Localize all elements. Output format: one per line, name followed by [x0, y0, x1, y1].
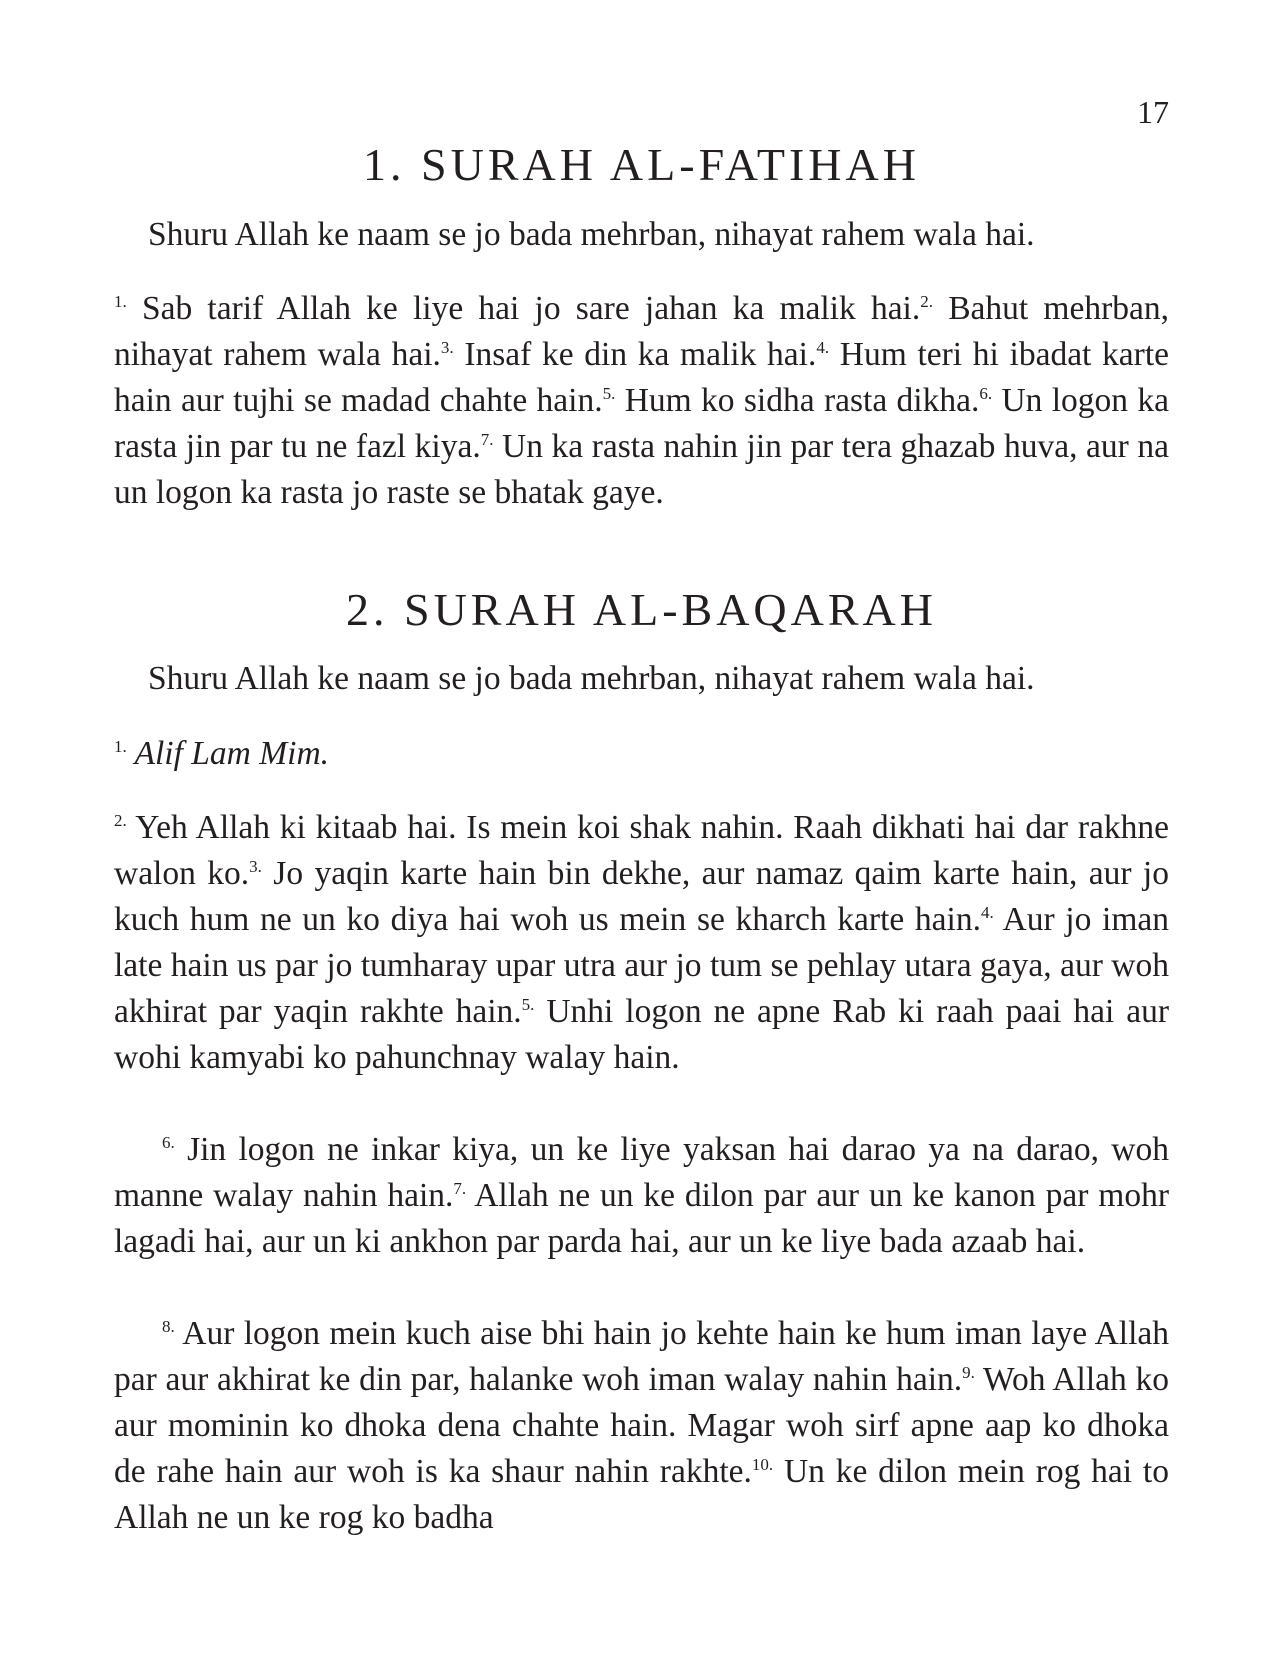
verse-paragraph [114, 1311, 1169, 1541]
surah-title-fatihah: 1. SURAH AL-FATIHAH [363, 139, 920, 190]
verse-text: Hum teri hi ibadat karte hain aur tujhi se madad chahte hain. [114, 335, 1169, 419]
verse-text: Yeh Allah ki kitaab hai. Is mein koi shak nahin. Raah dikhati hai dar rakhne walon ko. [114, 808, 1169, 892]
verse-number: 2. [920, 291, 933, 311]
verse-number: 5. [602, 383, 616, 403]
verse-number: 9. [962, 1362, 975, 1382]
verse-paragraph [114, 731, 1169, 777]
verse-text: Allah ne un ke dilon par aur un ke kanon par mohr lagadi hai, aur un ki ankhon par parda hai, aur un ke liye bada azaab hai. [114, 1176, 1169, 1260]
verse-number: 1. [114, 291, 127, 311]
verse-paragraph [114, 286, 1169, 516]
verse-text: Unhi logon ne apne Rab ki raah paai hai aur wohi kamyabi ko pahunchnay walay hain. [114, 992, 1169, 1076]
bismillah: Shuru Allah ke naam se jo bada mehrban, nihayat rahem wala hai. [148, 216, 1035, 253]
verse-number: 3. [249, 856, 262, 876]
verse-number: 6. [979, 383, 993, 403]
verse-text: Hum ko sidha rasta dikha. [615, 381, 980, 419]
verse-number: 8. [162, 1316, 175, 1336]
verse-text: Aur logon mein kuch aise bhi hain jo kehte hain ke hum iman laye Allah par aur akhirat ke din par, halanke woh iman walay nahin hain. [114, 1314, 1169, 1398]
verse-number: 5. [521, 994, 535, 1014]
page-number: 17 [1137, 94, 1169, 130]
verse-text: Jin logon ne inkar kiya, un ke liye yaksan hai darao ya na darao, woh manne walay nahin hain. [114, 1130, 1169, 1214]
verse-number: 6. [162, 1132, 175, 1152]
verse-text: Jo yaqin karte hain bin dekhe, aur namaz qaim karte hain, aur jo kuch hum ne un ko diya hai woh us mein se kharch karte hain. [114, 854, 1169, 938]
verse-text: Bahut mehrban, nihayat rahem wala hai. [114, 289, 1169, 373]
book-page [114, 0, 1169, 1660]
verse-paragraph [114, 1127, 1169, 1265]
verse-number: 7. [453, 1178, 467, 1198]
verse-text: Alif Lam Mim. [126, 734, 330, 772]
verse-text: Woh Allah ko aur mominin ko dhoka dena chahte hain. Magar woh sirf apne aap ko dhoka de rahe hain aur woh is ka shaur nahin rakhte. [114, 1360, 1169, 1490]
verse-number: 3. [440, 337, 454, 357]
verse-number: 10. [751, 1454, 774, 1474]
verse-text: Sab tarif Allah ke liye hai jo sare jahan ka malik hai. [126, 289, 921, 327]
bismillah: Shuru Allah ke naam se jo bada mehrban, nihayat rahem wala hai. [148, 660, 1035, 697]
verse-text: Un ka rasta nahin jin par tera ghazab huva, aur na un logon ka rasta jo raste se bhatak gaye. [114, 427, 1169, 511]
surah-title-baqarah: 2. SURAH AL-BAQARAH [346, 584, 937, 635]
verse-paragraph [114, 805, 1169, 1081]
verse-number: 2. [114, 810, 127, 830]
verse-text: Aur jo iman late hain us par jo tumharay upar utra aur jo tum se pehlay utara gaya, aur woh akhirat par yaqin rakhte hain. [114, 900, 1169, 1030]
verse-text: Un logon ka rasta jin par tu ne fazl kiya. [114, 381, 1169, 465]
verse-number: 4. [816, 337, 830, 357]
verse-text: Un ke dilon mein rog hai to Allah ne un ke rog ko badha [114, 1452, 1169, 1536]
verse-text: Insaf ke din ka malik hai. [453, 335, 817, 373]
verse-number: 7. [480, 429, 494, 449]
verse-number: 4. [980, 902, 994, 922]
verse-number: 1. [114, 736, 127, 756]
